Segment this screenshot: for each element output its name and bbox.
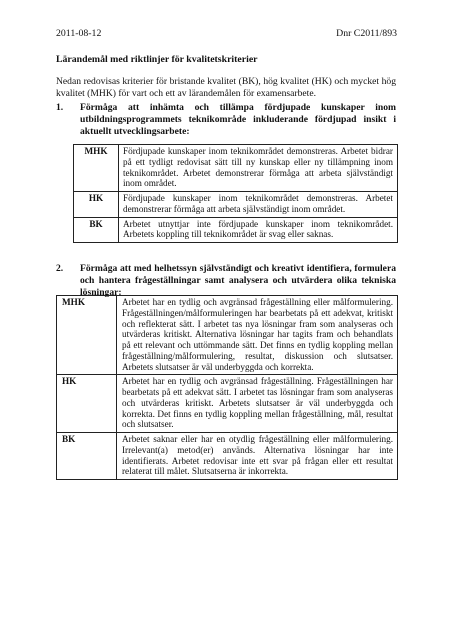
- criteria-cell: Arbetet har en tydlig och avgränsad frågeställning eller målformulering. Frågeställningen/målformuleringen har bearbetats på ett adekvat, kritiskt och reflekterat sätt. I arbetet tas nya lösningar fram som analyseras och utvärderas kritiskt. Alternativa lösningar har tagits fram och behandlats på ett relevant och uttömmande sätt. Det finns en tydlig koppling mellan frågeställning/målformulering, resultat, diskussion och slutsatser. Arbetets slutsatser är väl underbyggda och korrekta.: [117, 296, 398, 375]
- level-cell: MHK: [57, 296, 117, 375]
- document-title: Lärandemål med riktlinjer för kvalitetskriterier: [56, 54, 258, 65]
- table-row: [74, 192, 398, 218]
- intro-paragraph: Nedan redovisas kriterier för bristande kvalitet (BK), hög kvalitet (HK) och mycket hög kvalitet (MHK) för vart och ett av lärandemålen för examensarbete.: [56, 76, 396, 100]
- criteria-cell: Fördjupade kunskaper inom teknikområdet demonstreras. Arbetet demonstrerar förmåga att arbeta självständigt inom området.: [119, 192, 398, 218]
- criteria-table-2: [56, 295, 398, 480]
- header-dnr: Dnr C2011/893: [336, 28, 397, 39]
- section-number: 1.: [56, 102, 64, 113]
- table-row: [74, 145, 398, 192]
- table-row: [74, 217, 398, 243]
- page-header: [56, 28, 397, 40]
- criteria-cell: Arbetet saknar eller har en otydlig frågeställning eller målformulering. Irrelevant(a) metod(er) används. Alternativa lösningar har inte identifierats. Arbetet redovisar inte ett svar på frågan eller ett resultat relaterat till målet. Slutsatserna är inkorrekta.: [117, 433, 398, 480]
- section-1-heading: [56, 102, 396, 138]
- criteria-cell: Arbetet utnyttjar inte fördjupade kunskaper inom teknikområdet. Arbetets koppling till teknikområdet är svag eller saknas.: [119, 217, 398, 243]
- table-row: [57, 433, 398, 480]
- level-cell: MHK: [74, 145, 119, 192]
- criteria-cell: Arbetet har en tydlig och avgränsad frågeställning. Frågeställningen har bearbetats på ett adekvat sätt. I arbetet tas lösningar fram som analyseras och utvärderas kritiskt. Arbetets slutsatser är väl underbyggda och korrekta. Det finns en tydlig koppling mellan frågeställning, mål, resultat och slutsatser.: [117, 375, 398, 433]
- table-row: [57, 296, 398, 375]
- section-heading-text: Förmåga att med helhetssyn självständigt och kreativt identifiera, formulera och hantera frågeställningar samt analysera och utvärdera olika tekniska lösningar:: [80, 263, 396, 298]
- level-cell: HK: [74, 192, 119, 218]
- header-date: 2011-08-12: [56, 28, 102, 39]
- section-number: 2.: [56, 263, 64, 274]
- criteria-cell: Fördjupade kunskaper inom teknikområdet demonstreras. Arbetet bidrar på ett tydligt redovisat sätt till ny kunskap eller ny tillämpning inom teknikområdet. Arbetet demonstrerar förmåga att arbeta självständigt inom området.: [119, 145, 398, 192]
- level-cell: BK: [74, 217, 119, 243]
- level-cell: HK: [57, 375, 117, 433]
- section-2-heading: [56, 263, 396, 299]
- table-row: [57, 375, 398, 433]
- criteria-table-1: [73, 144, 398, 243]
- level-cell: BK: [57, 433, 117, 480]
- section-heading-text: Förmåga att inhämta och tillämpa fördjupade kunskaper inom utbildningsprogrammets teknikområde inkluderande fördjupad insikt i aktuellt utvecklingsarbete:: [80, 102, 396, 137]
